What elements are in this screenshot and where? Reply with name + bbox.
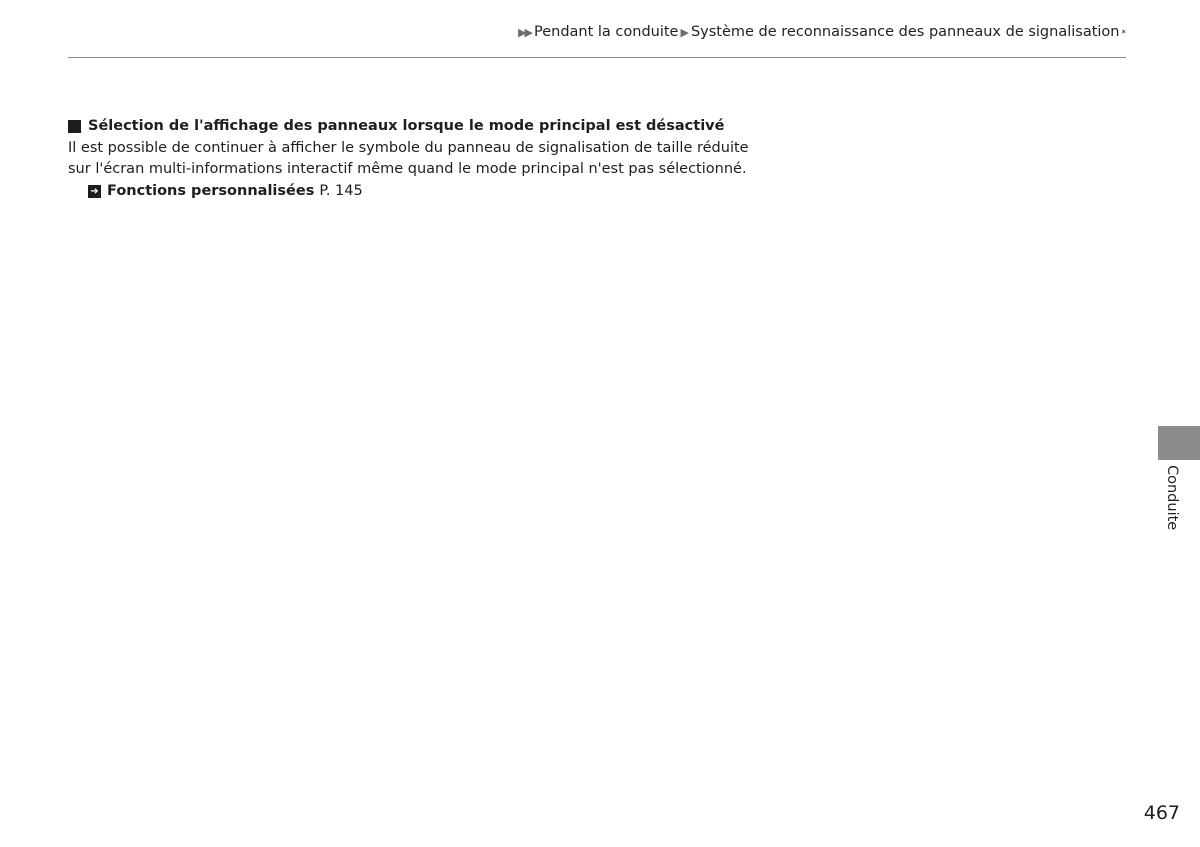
section-heading-text: Sélection de l'affichage des panneaux lorsque le mode principal est désactivé [88, 118, 725, 134]
section-heading [68, 116, 728, 138]
body-text-line: sur l'écran multi-informations interactif même quand le mode principal n'est pas sélectionné. [68, 161, 747, 177]
body-text-line: Il est possible de continuer à afficher le symbole du panneau de signalisation de taille réduite [68, 139, 749, 156]
black-square-icon [68, 120, 81, 133]
page-number: 467 [1143, 802, 1180, 824]
chapter-tab-label: Conduite [1164, 465, 1180, 531]
double-triangle-icon: ▶▶ [518, 26, 531, 39]
main-content [68, 116, 749, 202]
breadcrumb-section[interactable]: Pendant la conduite [533, 24, 679, 40]
arrow-reference-icon: ➜ [88, 185, 101, 198]
breadcrumb-page[interactable]: Système de reconnaissance des panneaux de signalisation [690, 24, 1120, 40]
asterisk-mark: * [1121, 29, 1126, 39]
cross-reference-link[interactable] [88, 181, 728, 203]
header-divider [68, 57, 1126, 58]
reference-title[interactable]: Fonctions personnalisées [107, 182, 315, 199]
chapter-tab [1158, 426, 1200, 460]
breadcrumb [518, 24, 1126, 40]
triangle-separator-icon: ▶ [680, 26, 689, 39]
reference-page[interactable]: P. 145 [319, 182, 363, 199]
